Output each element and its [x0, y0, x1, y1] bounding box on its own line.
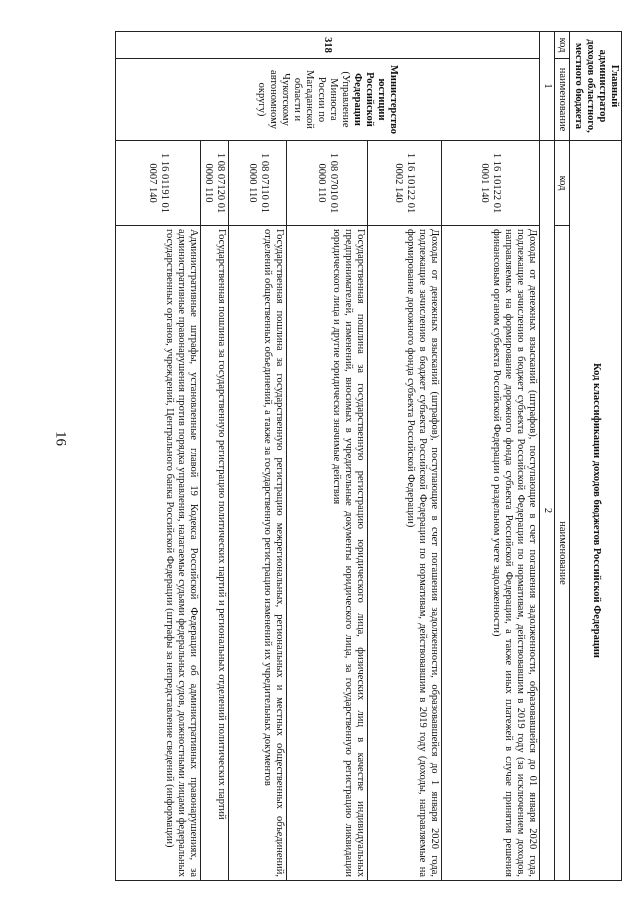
row-code: 1 08 07120 01 0000 110: [201, 141, 228, 226]
row-code: 1 16 10122 01 0001 140: [441, 141, 539, 226]
col-number-2: 2: [539, 141, 554, 881]
col-name-1: наименование: [555, 59, 570, 141]
row-code: 1 08 07110 01 0000 110: [228, 141, 287, 226]
row-text: Государственная пошлина за государственную регистрацию юридического лица, физических лиц в качестве индивидуальных предпринимателей, изменений, вносимых в учредительные документы юридического лица, за государственную регистрацию ликвидации юридического лица и другие юридически значимые действия: [287, 226, 367, 881]
row-code: 1 16 01191 01 0007 140: [116, 141, 201, 226]
col-code-2: код: [555, 141, 570, 226]
admin-name-bold: Министерство юстиции Российской Федерации: [352, 64, 400, 135]
row-text: Административные штрафы, установленные главой 19 Кодекса Российской Федерации об административных правонарушениях, за административные правонарушения против порядка управления, налагаемые судьями федеральных судов, должностными лицами федеральных государственных органов, учреждений, Центрального банка Российской Федерации (штрафы за непредставление сведений (информации): [116, 226, 201, 881]
header-admin-title: Главный администратор доходов областного, местного бюджета: [570, 32, 622, 141]
classification-table: [115, 31, 622, 881]
row-text: Доходы от денежных взысканий (штрафов), поступающие в счет погашения задолженности, образовавшейся до 01 января 2020 года, подлежащие зачислению в бюджет субъекта Российской Федерации по нормативам, действовавшим в 2019 году (за исключением доходов, направляемых на формирование дорожного фонда субъекта Российской Федерации, а также иных платежей в случае принятия решения финансовым органом субъекта Российской Федерации о раздельном учете задолженности): [441, 226, 539, 881]
page-number: 16: [52, 431, 69, 446]
row-text: Государственная пошлина за государственную регистрацию межрегиональных, региональных и местных общественных объединений, отделений общественных объединений, а также за государственную регистрацию изменений их учредительных документов: [228, 226, 287, 881]
header-code-title: Код классификации доходов бюджетов Российской Федерации: [570, 141, 622, 881]
row-code: 1 08 07010 01 0000 110: [287, 141, 367, 226]
rotated-table-container: [115, 31, 622, 881]
row-text: Государственная пошлина за государственную регистрацию политических партий и региональных отделений политических партий: [201, 226, 228, 881]
col-code-1: код: [555, 32, 570, 59]
col-number-1: 1: [539, 32, 554, 141]
col-name-2: наименование: [555, 226, 570, 881]
admin-name: [116, 59, 540, 141]
row-code: 1 16 10122 01 0002 140: [367, 141, 441, 226]
row-text: Доходы от денежных взысканий (штрафов), поступающие в счет погашения задолженности, образовавшейся до 1 января 2020 года, подлежащие зачислению в бюджет субъекта Российской Федерации по нормативам, действовавшим в 2019 году (доходы, направляемые на формирование дорожного фонда субъекта Российской Федерации): [367, 226, 441, 881]
admin-code: 318: [116, 32, 540, 59]
admin-name-rest: (Управление Минюста России по Магаданской области и Чукотскому автономному округу): [256, 70, 352, 129]
